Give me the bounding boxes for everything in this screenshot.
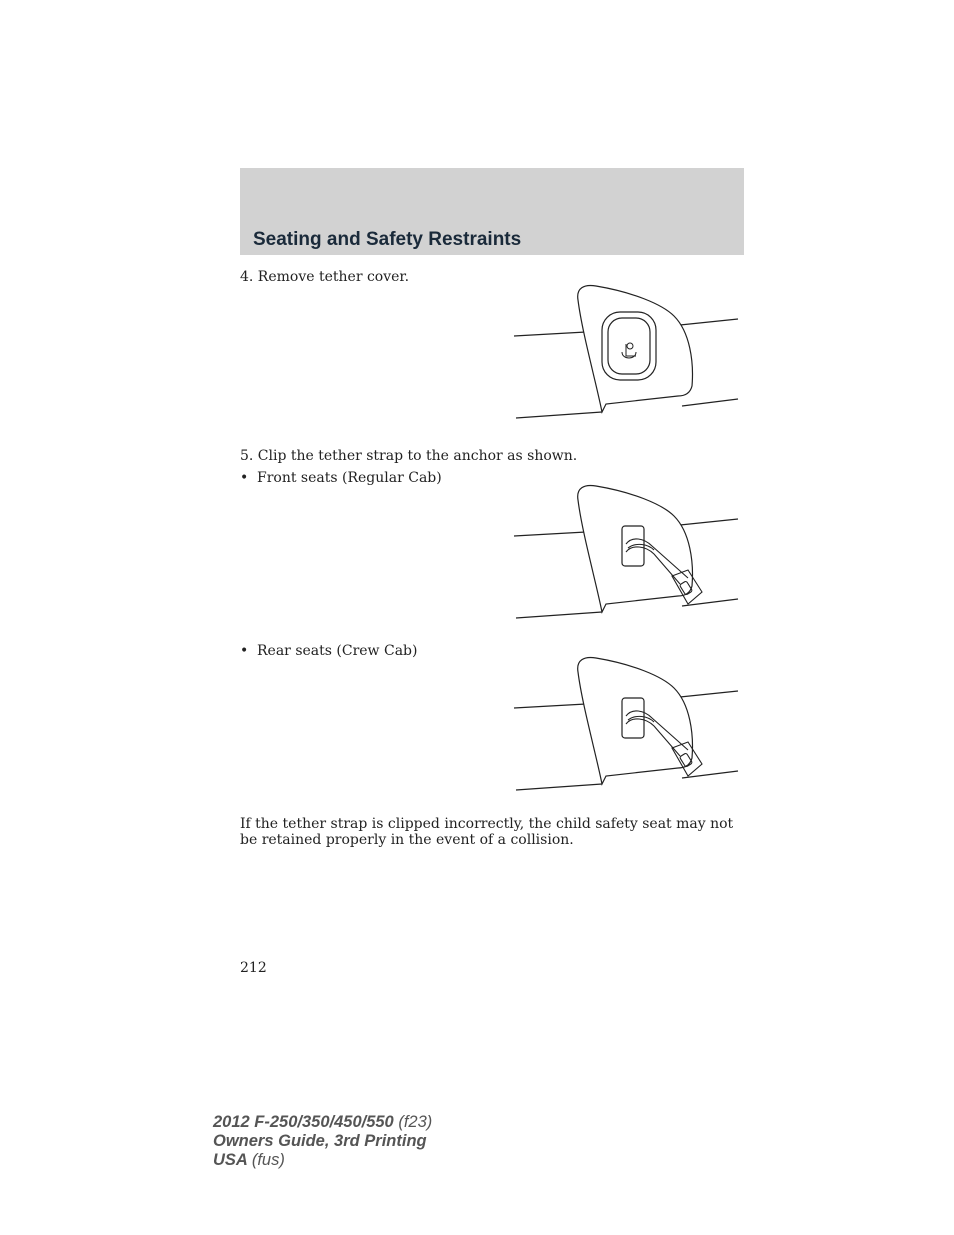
tether-cover-illustration [512,282,744,422]
bullet-rear-seats-label: Rear seats (Crew Cab) [257,643,418,659]
collision-warning-paragraph: If the tether strap is clipped incorrectly, the child safety seat may not be retained properly in the event of a collision. [240,816,734,848]
step-5-text: 5. Clip the tether strap to the anchor as shown. [240,448,578,464]
section-header-band [240,168,744,255]
footer-model: 2012 F-250/350/450/550 [213,1113,394,1131]
bullet-marker: • [240,470,249,486]
front-seat-tether-illustration [512,482,744,622]
document-footer [213,1113,432,1170]
bullet-front-seats-label: Front seats (Regular Cab) [257,470,442,486]
footer-model-code: (f23) [398,1113,433,1131]
step-4-text: 4. Remove tether cover. [240,269,410,285]
rear-seat-tether-illustration [512,654,744,794]
bullet-rear-seats [240,643,417,659]
bullet-marker: • [240,643,249,659]
footer-region-code: (fus) [251,1151,285,1169]
footer-line-1 [213,1113,432,1132]
bullet-front-seats [240,470,442,486]
footer-region: USA [213,1151,248,1169]
footer-line-2: Owners Guide, 3rd Printing [213,1132,427,1150]
page-number: 212 [240,960,267,976]
footer-line-3 [213,1151,432,1170]
section-title: Seating and Safety Restraints [253,229,522,250]
